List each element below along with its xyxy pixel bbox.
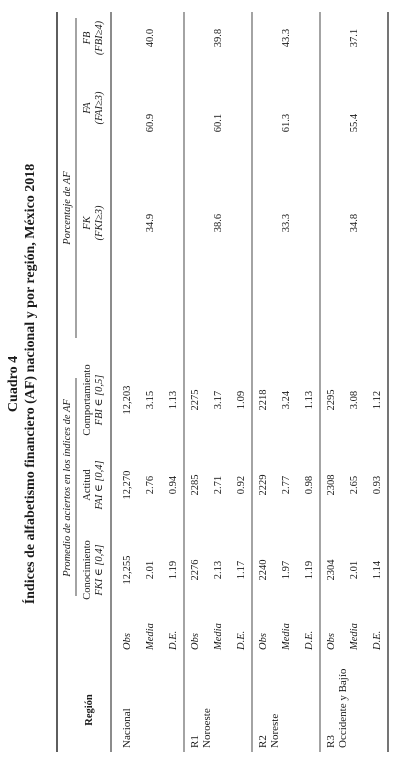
cell-value: 1.12 — [372, 390, 383, 410]
pct-fk: 38.6 — [213, 213, 224, 233]
cell-value: 0.98 — [304, 475, 315, 495]
header-col-comportamiento-range: FBI ∈ [0,5] — [94, 374, 105, 426]
header-col-actitud: Actitud — [82, 469, 93, 501]
cell-value: 12,255 — [122, 555, 133, 585]
cell-value: 2285 — [190, 474, 201, 496]
region-name: Noreste — [269, 713, 281, 748]
stat-label: Media — [281, 623, 292, 650]
region-name: Noroeste — [201, 708, 213, 748]
cell-value: 2308 — [326, 474, 337, 496]
header-col-fk-threshold: (FKI≥3) — [94, 205, 105, 241]
cell-value: 2275 — [190, 389, 201, 411]
header-region: Región — [84, 694, 95, 726]
stat-label: D.E. — [168, 630, 179, 650]
cell-value: 2.76 — [145, 475, 156, 495]
stat-label: Obs — [122, 633, 133, 650]
pct-fk: 34.9 — [145, 213, 156, 233]
cell-value: 2304 — [326, 559, 337, 581]
region-name: Occidente y Bajío — [337, 668, 349, 748]
cell-value: 1.14 — [372, 560, 383, 580]
region-code: R2 — [257, 735, 269, 748]
cell-value: 3.17 — [213, 390, 224, 410]
cell-value: 2276 — [190, 559, 201, 581]
stat-label: Obs — [326, 633, 337, 650]
pct-fa: 60.1 — [213, 113, 224, 133]
cell-value: 3.15 — [145, 390, 156, 410]
cell-value: 2.01 — [349, 560, 360, 580]
header-group-porcentaje: Porcentaje de AF — [62, 171, 73, 245]
pct-fk: 34.8 — [349, 213, 360, 233]
region-block-r2 — [257, 29, 315, 748]
cell-value: 1.09 — [236, 390, 247, 410]
cell-value: 2.01 — [145, 560, 156, 580]
region-name: Nacional — [121, 708, 133, 748]
table-title-line2: Índices de alfabetismo financiero (AF) nacional y por región, México 2018 — [23, 163, 38, 605]
pct-fk: 33.3 — [281, 213, 292, 233]
cell-value: 0.93 — [372, 475, 383, 495]
header-col-fa-threshold: (FAI≥3) — [94, 91, 105, 125]
cell-value: 3.08 — [349, 390, 360, 410]
stat-label: Media — [145, 623, 156, 650]
stat-label: Obs — [190, 633, 201, 650]
cell-value: 2295 — [326, 389, 337, 411]
cell-value: 12,270 — [122, 470, 133, 500]
stat-label: D.E. — [372, 630, 383, 650]
header-col-comportamiento: Comportamiento — [82, 364, 93, 436]
pct-fb: 37.1 — [349, 28, 360, 48]
region-block-nacional — [121, 29, 179, 748]
stat-label: Media — [213, 623, 224, 650]
table-title-line1: Cuadro 4 — [6, 355, 21, 413]
header-col-conocimiento: Conocimiento — [82, 540, 93, 600]
cell-value: 1.97 — [281, 560, 292, 580]
stat-label: Media — [349, 623, 360, 650]
pct-fa: 60.9 — [145, 113, 156, 133]
cell-value: 1.13 — [304, 390, 315, 410]
cell-value: 12,203 — [122, 385, 133, 415]
cell-value: 2.77 — [281, 475, 292, 495]
cell-value: 1.19 — [304, 560, 315, 580]
pct-fa: 55.4 — [349, 113, 360, 133]
region-code: R3 — [325, 735, 337, 748]
cell-value: 2.65 — [349, 475, 360, 495]
header-col-actitud-range: FAI ∈ [0,4] — [94, 460, 105, 510]
cell-value: 2.13 — [213, 560, 224, 580]
region-block-r1 — [189, 29, 247, 748]
pct-fb: 40.0 — [145, 28, 156, 48]
header-col-fb-threshold: (FBI≥4) — [94, 20, 105, 56]
cell-value: 2.71 — [213, 475, 224, 495]
cell-value: 1.17 — [236, 560, 247, 580]
region-code: R1 — [189, 735, 201, 748]
cell-value: 0.92 — [236, 475, 247, 495]
header-col-fb: FB — [82, 31, 93, 45]
header-col-fk: FK — [82, 216, 93, 230]
pct-fb: 39.8 — [213, 28, 224, 48]
stat-label: D.E. — [236, 630, 247, 650]
header-col-fa: FA — [82, 102, 93, 114]
cell-value: 0.94 — [168, 475, 179, 495]
cell-value: 2240 — [258, 559, 269, 581]
pct-fb: 43.3 — [281, 28, 292, 48]
stat-label: D.E. — [304, 630, 315, 650]
cell-value: 1.13 — [168, 390, 179, 410]
pct-fa: 61.3 — [281, 113, 292, 133]
region-block-r3 — [325, 29, 383, 748]
header-col-conocimiento-range: FKI ∈ [0,4] — [94, 544, 105, 596]
header-group-promedio: Promedio de aciertos en los índices de AF — [62, 399, 73, 577]
cell-value: 1.19 — [168, 560, 179, 580]
stat-label: Obs — [258, 633, 269, 650]
cell-value: 2229 — [258, 474, 269, 496]
cell-value: 3.24 — [281, 390, 292, 410]
cell-value: 2218 — [258, 389, 269, 411]
table-group — [6, 12, 388, 752]
